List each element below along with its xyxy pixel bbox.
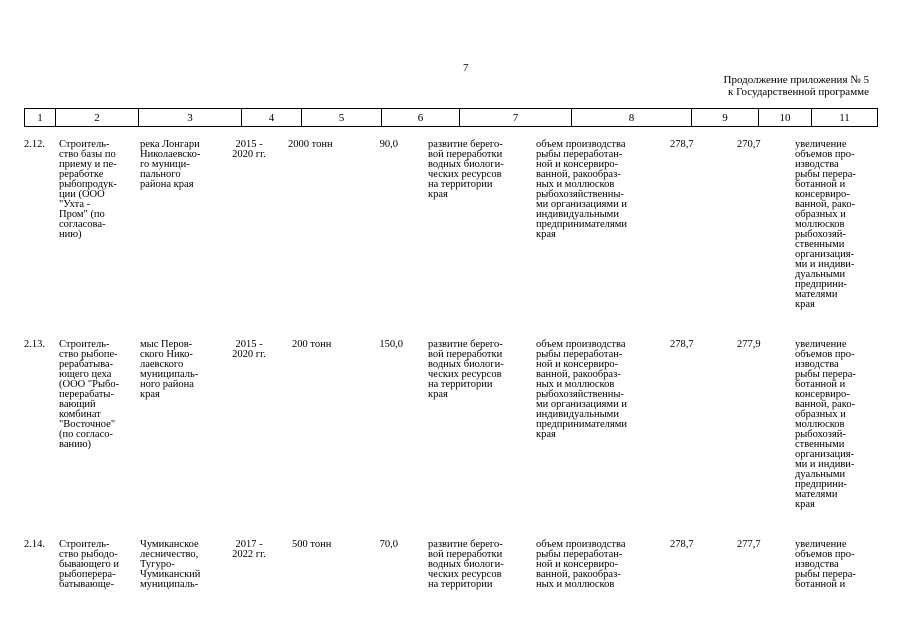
expected-effect: увеличение объемов про- изводства рыбы перера- ботанной и: [795, 539, 856, 590]
column-number-6: 6: [382, 109, 460, 127]
location: Чумиканское лесничество, Тугуро- Чумиканский муниципаль-: [140, 539, 201, 590]
indicator-value-9: 278,7: [670, 539, 694, 550]
goal: развитие берего- вой переработки водных биологи- ческих ресурсов на территории: [428, 539, 504, 590]
indicator-value-9: 278,7: [670, 139, 694, 150]
column-number-header: [24, 108, 878, 127]
column-number-7: 7: [460, 109, 572, 127]
indicator-value-9: 278,7: [670, 339, 694, 350]
column-number-3: 3: [139, 109, 242, 127]
row-number: 2.13.: [24, 339, 45, 350]
expected-effect: увеличение объемов про- изводства рыбы перера- ботанной и консервиро- ванной, рако- образных и моллюсков рыбохозяй- ственными организация- ми и индиви- дуальными предприни- мателями края: [795, 339, 856, 510]
indicator: объем производства рыбы переработан- ной и консервиро- ванной, ракообраз- ных и моллюсков рыбохозяйственны- ми организациями и индивидуальными предпринимателями края: [536, 339, 628, 440]
activity-name: Строитель- ство базы по приему и пе- реработке рыбопродук- ции (ООО "Ухта - Пром" (по согласова- нию): [59, 139, 117, 240]
column-number-2: 2: [56, 109, 139, 127]
implementation-period: 2017 - 2022 гг.: [232, 539, 266, 560]
location: мыс Перов- ского Нико- лаевского муниципаль- ного района края: [140, 339, 199, 400]
indicator: объем производства рыбы переработан- ной и консервиро- ванной, ракообраз- ных и моллюсков: [536, 539, 626, 590]
column-number-5: 5: [302, 109, 382, 127]
header-note-line-2: к Государственной программе: [728, 86, 869, 98]
column-number-1: 1: [25, 109, 56, 127]
cost: 150,0: [379, 339, 403, 350]
indicator: объем производства рыбы переработан- ной и консервиро- ванной, ракообраз- ных и моллюсков рыбохозяйственны- ми организациями и индивидуальными предпринимателями края: [536, 139, 628, 240]
column-number-8: 8: [572, 109, 692, 127]
cost: 70,0: [379, 539, 398, 550]
page-number: 7: [463, 62, 469, 74]
appendix-header-note: [724, 74, 869, 98]
goal: развитие берего- вой переработки водных биологи- ческих ресурсов на территории края: [428, 339, 504, 400]
location: река Лонгари Николаевско- го муници- пального района края: [140, 139, 201, 190]
header-note-line-1: Продолжение приложения № 5: [723, 74, 869, 86]
row-number: 2.12.: [24, 139, 45, 150]
capacity: 500 тонн: [292, 539, 332, 550]
column-number-10: 10: [759, 109, 812, 127]
indicator-value-10: 277,7: [737, 539, 761, 550]
capacity: 200 тонн: [292, 339, 332, 350]
implementation-period: 2015 - 2020 гг.: [232, 339, 266, 360]
goal: развитие берего- вой переработки водных биологи- ческих ресурсов на территории края: [428, 139, 504, 200]
column-number-9: 9: [692, 109, 759, 127]
activity-name: Строитель- ство рыбопе- рерабатыва- ющего цеха (ООО "Рыбо- перерабаты- вающий комбинат "Восточное" (по согласо- ванию): [59, 339, 120, 450]
column-number-4: 4: [242, 109, 302, 127]
capacity: 2000 тонн: [288, 139, 333, 150]
indicator-value-10: 270,7: [737, 139, 761, 150]
row-number: 2.14.: [24, 539, 45, 550]
expected-effect: увеличение объемов про- изводства рыбы перера- ботанной и консервиро- ванной, рако- образных и моллюсков рыбохозяй- ственными организация- ми и индиви- дуальными предприни- мателями края: [795, 139, 856, 310]
cost: 90,0: [379, 139, 398, 150]
column-number-11: 11: [812, 109, 878, 127]
activity-name: Строитель- ство рыбодо- бывающего и рыбоперера- батывающе-: [59, 539, 120, 590]
indicator-value-10: 277,9: [737, 339, 761, 350]
implementation-period: 2015 - 2020 гг.: [232, 139, 266, 160]
